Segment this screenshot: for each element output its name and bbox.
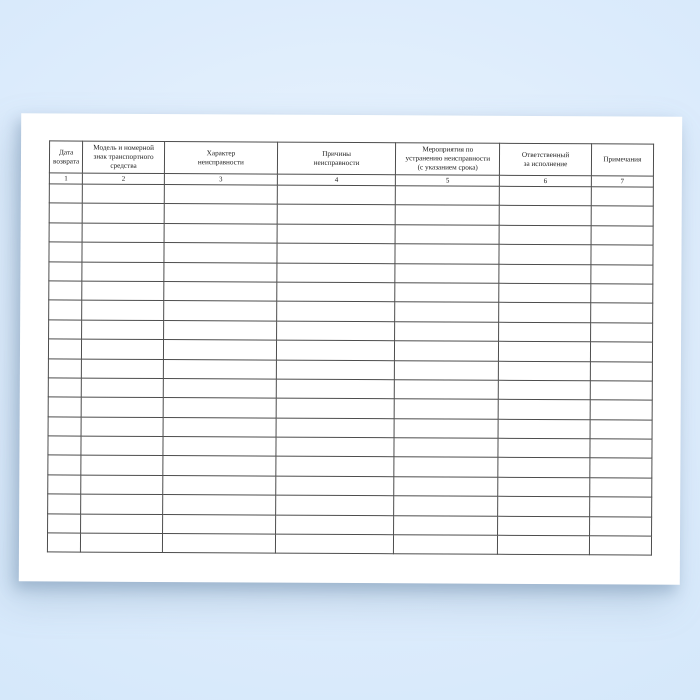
form-page <box>19 113 682 584</box>
empty-cell <box>589 536 651 556</box>
empty-cell <box>48 358 81 378</box>
empty-cell <box>591 226 653 246</box>
empty-cell <box>276 457 394 477</box>
empty-cell <box>590 458 652 478</box>
empty-cell <box>83 184 165 204</box>
empty-cell <box>591 264 653 284</box>
column-header-malfunction-causes: Причины неисправности <box>277 142 395 175</box>
empty-cell <box>590 303 652 323</box>
column-number-cell: 6 <box>500 175 591 186</box>
empty-cell <box>163 417 276 437</box>
empty-cell <box>49 223 82 243</box>
empty-cell <box>394 457 498 477</box>
empty-cell <box>395 186 499 206</box>
empty-cell <box>500 186 591 206</box>
empty-cell <box>81 436 163 456</box>
column-number-cell: 3 <box>164 174 277 186</box>
empty-cell <box>163 456 276 476</box>
empty-cell <box>49 242 82 262</box>
empty-cell <box>276 398 394 418</box>
empty-cell <box>589 478 651 498</box>
column-header-remedial-measures: Мероприятия по устранению неисправности (с указанием срока) <box>396 143 500 176</box>
empty-cell <box>276 360 394 380</box>
table-row <box>47 533 651 556</box>
empty-cell <box>163 437 276 457</box>
empty-cell <box>277 301 395 321</box>
empty-cell <box>82 242 164 262</box>
empty-cell <box>48 436 81 456</box>
empty-cell <box>164 243 277 263</box>
empty-cell <box>395 302 499 322</box>
empty-cell <box>500 206 591 226</box>
empty-cell <box>277 263 395 283</box>
empty-cell <box>81 456 163 476</box>
empty-cell <box>48 455 81 475</box>
column-number-cell: 2 <box>83 173 165 184</box>
empty-cell <box>164 281 277 301</box>
empty-cell <box>395 225 499 245</box>
empty-cell <box>163 378 276 398</box>
empty-cell <box>276 437 394 457</box>
malfunction-log-table <box>47 140 654 556</box>
empty-cell <box>395 321 499 341</box>
empty-cell <box>591 245 653 265</box>
empty-cell <box>81 397 163 417</box>
empty-cell <box>163 475 276 495</box>
empty-cell <box>498 497 589 517</box>
empty-cell <box>49 300 82 320</box>
empty-cell <box>163 398 276 418</box>
empty-cell <box>82 320 164 340</box>
empty-cell <box>49 184 82 204</box>
empty-cell <box>276 418 394 438</box>
empty-cell <box>590 439 652 459</box>
empty-cell <box>81 475 163 495</box>
empty-cell <box>498 516 589 536</box>
empty-cell <box>395 205 499 225</box>
empty-cell <box>47 533 80 553</box>
empty-cell <box>395 341 499 361</box>
empty-cell <box>498 458 589 478</box>
empty-cell <box>395 263 499 283</box>
column-header-notes: Примечания <box>591 144 653 176</box>
empty-cell <box>395 360 499 380</box>
empty-cell <box>277 321 395 341</box>
empty-cell <box>276 495 394 515</box>
empty-cell <box>277 185 395 205</box>
empty-cell <box>498 438 589 458</box>
empty-cell <box>499 283 590 303</box>
empty-cell <box>589 497 651 517</box>
empty-cell <box>81 417 163 437</box>
empty-cell <box>49 320 82 340</box>
empty-cell <box>48 514 81 534</box>
column-number-cell: 7 <box>591 176 653 187</box>
empty-cell <box>277 224 395 244</box>
empty-cell <box>394 380 498 400</box>
empty-cell <box>590 361 652 381</box>
empty-cell <box>276 340 394 360</box>
empty-cell <box>590 381 652 401</box>
empty-cell <box>49 261 82 281</box>
empty-cell <box>395 244 499 264</box>
empty-cell <box>498 535 589 555</box>
empty-cell <box>82 378 164 398</box>
empty-cell <box>162 534 275 554</box>
empty-cell <box>394 418 498 438</box>
empty-cell <box>276 379 394 399</box>
empty-cell <box>164 223 277 243</box>
empty-cell <box>162 514 275 534</box>
empty-cell <box>394 438 498 458</box>
empty-cell <box>589 516 651 536</box>
empty-cell <box>163 301 276 321</box>
empty-cell <box>395 283 499 303</box>
column-number-cell: 4 <box>277 174 395 186</box>
empty-cell <box>82 300 164 320</box>
empty-cell <box>499 244 590 264</box>
empty-cell <box>498 477 589 497</box>
empty-cell <box>81 494 163 514</box>
empty-cell <box>394 477 498 497</box>
empty-cell <box>162 495 275 515</box>
empty-cell <box>277 282 395 302</box>
column-number-cell: 1 <box>49 173 82 184</box>
empty-cell <box>48 494 81 514</box>
empty-cell <box>275 534 393 554</box>
empty-cell <box>499 264 590 284</box>
empty-cell <box>499 361 590 381</box>
empty-cell <box>48 397 81 417</box>
empty-cell <box>498 419 589 439</box>
column-header-malfunction-nature: Характер неисправности <box>164 142 277 175</box>
empty-cell <box>276 515 394 535</box>
column-number-cell: 5 <box>396 175 500 187</box>
empty-cell <box>48 417 81 437</box>
empty-cell <box>591 187 653 207</box>
empty-cell <box>49 203 82 223</box>
empty-cell <box>164 204 277 224</box>
empty-cell <box>48 475 81 495</box>
column-header-vehicle-model-plate: Модель и номерной знак транспортного средства <box>83 141 165 173</box>
empty-cell <box>499 225 590 245</box>
empty-cell <box>499 400 590 420</box>
empty-rows <box>47 184 653 556</box>
empty-cell <box>277 205 395 225</box>
empty-cell <box>82 339 164 359</box>
empty-cell <box>277 243 395 263</box>
empty-cell <box>590 400 652 420</box>
empty-cell <box>82 281 164 301</box>
empty-cell <box>82 223 164 243</box>
empty-cell <box>163 320 276 340</box>
empty-cell <box>48 339 81 359</box>
empty-cell <box>499 341 590 361</box>
empty-cell <box>499 303 590 323</box>
empty-cell <box>590 342 652 362</box>
empty-cell <box>276 476 394 496</box>
empty-cell <box>394 535 498 555</box>
empty-cell <box>81 533 163 553</box>
empty-cell <box>394 496 498 516</box>
empty-cell <box>82 262 164 282</box>
empty-cell <box>394 399 498 419</box>
empty-cell <box>164 262 277 282</box>
empty-cell <box>590 284 652 304</box>
empty-cell <box>82 359 164 379</box>
empty-cell <box>394 515 498 535</box>
empty-cell <box>48 378 81 398</box>
column-header-responsible-person: Ответственный за исполнение <box>500 143 591 175</box>
empty-cell <box>164 185 277 205</box>
empty-cell <box>591 206 653 226</box>
column-header-return-date: Дата возврата <box>49 141 82 173</box>
empty-cell <box>81 514 163 534</box>
header-row <box>49 141 653 176</box>
empty-cell <box>163 340 276 360</box>
empty-cell <box>590 419 652 439</box>
empty-cell <box>49 281 82 301</box>
empty-cell <box>82 203 164 223</box>
empty-cell <box>163 359 276 379</box>
empty-cell <box>499 322 590 342</box>
empty-cell <box>590 322 652 342</box>
empty-cell <box>499 380 590 400</box>
